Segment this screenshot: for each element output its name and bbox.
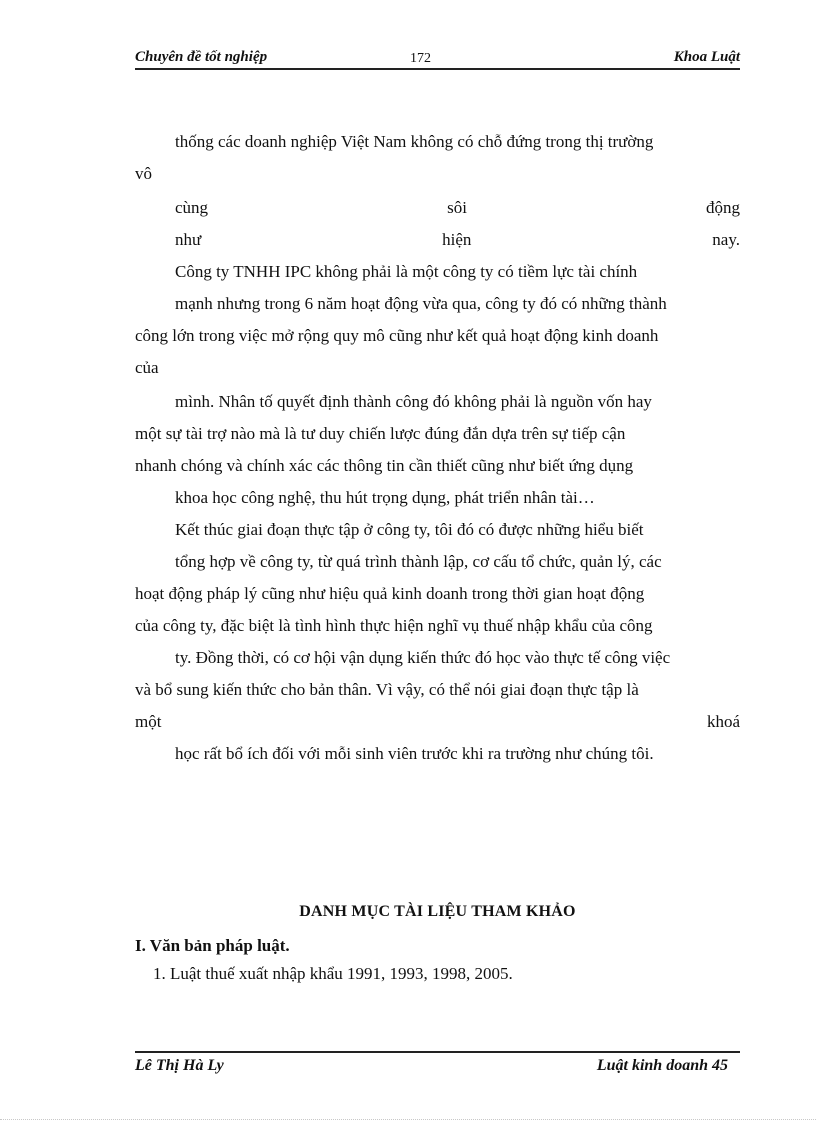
body-line: mình. Nhân tố quyết định thành công đó không phải là nguồn vốn hay	[175, 392, 652, 411]
reference-item: 1. Luật thuế xuất nhập khẩu 1991, 1993, 1998, 2005.	[153, 964, 513, 983]
word: cùng	[175, 198, 209, 217]
word: một	[135, 712, 162, 731]
body-line: khoa học công nghệ, thu hút trọng dụng, phát triển nhân tài…	[175, 488, 595, 507]
body-line-justified	[135, 712, 740, 732]
body-line: vô	[135, 164, 152, 183]
body-line: hoạt động pháp lý cũng như hiệu quả kinh doanh trong thời gian hoạt động	[135, 584, 645, 603]
body-line: của	[135, 358, 159, 377]
body-line: tổng hợp về công ty, từ quá trình thành lập, cơ cấu tổ chức, quản lý, các	[175, 552, 662, 571]
body-line: ty. Đồng thời, có cơ hội vận dụng kiến thức đó học vào thực tế công việc	[175, 648, 671, 667]
body-line: thống các doanh nghiệp Việt Nam không có chỗ đứng trong thị trường	[175, 132, 654, 151]
page-number: 172	[410, 51, 431, 66]
page-edge-divider	[0, 1119, 816, 1120]
word: động	[705, 198, 740, 217]
footer-rule	[135, 1051, 740, 1053]
page-header	[135, 46, 740, 68]
body-line-justified	[175, 230, 740, 250]
word: hiện	[442, 230, 472, 249]
body-line: Kết thúc giai đoạn thực tập ở công ty, tôi đó có được những hiểu biết	[175, 520, 644, 539]
header-rule	[135, 68, 740, 70]
body-line: một sự tài trợ nào mà là tư duy chiến lược đúng đắn dựa trên sự tiếp cận	[135, 424, 626, 443]
references-section-heading: I. Văn bản pháp luật.	[135, 936, 290, 955]
body-line: của công ty, đặc biệt là tình hình thực hiện nghĩ vụ thuế nhập khẩu của công	[135, 616, 653, 635]
page-footer	[135, 1055, 740, 1079]
body-line-justified	[175, 198, 740, 218]
header-title: Chuyên đề tốt nghiệp	[135, 49, 268, 65]
body-line: và bổ sung kiến thức cho bản thân. Vì vậy, có thể nói giai đoạn thực tập là	[135, 680, 639, 699]
word: như	[175, 230, 202, 249]
body-line: công lớn trong việc mở rộng quy mô cũng như kết quả hoạt động kinh doanh	[135, 326, 659, 345]
body-line: Công ty TNHH IPC không phải là một công ty có tiềm lực tài chính	[175, 262, 638, 281]
word: sôi	[447, 198, 467, 217]
word: khoá	[706, 712, 740, 731]
body-line: học rất bổ ích đối với mỗi sinh viên trước khi ra trường như chúng tôi.	[175, 744, 654, 763]
references-title: DANH MỤC TÀI LIỆU THAM KHẢO	[299, 903, 576, 920]
footer-class: Luật kinh doanh 45	[596, 1057, 728, 1074]
footer-author: Lê Thị Hà Ly	[135, 1057, 224, 1074]
word: nay.	[712, 230, 740, 249]
body-line: nhanh chóng và chính xác các thông tin cần thiết cũng như biết ứng dụng	[135, 456, 634, 475]
body-line: mạnh nhưng trong 6 năm hoạt động vừa qua, công ty đó có những thành	[175, 294, 667, 313]
header-faculty: Khoa Luật	[673, 49, 740, 65]
